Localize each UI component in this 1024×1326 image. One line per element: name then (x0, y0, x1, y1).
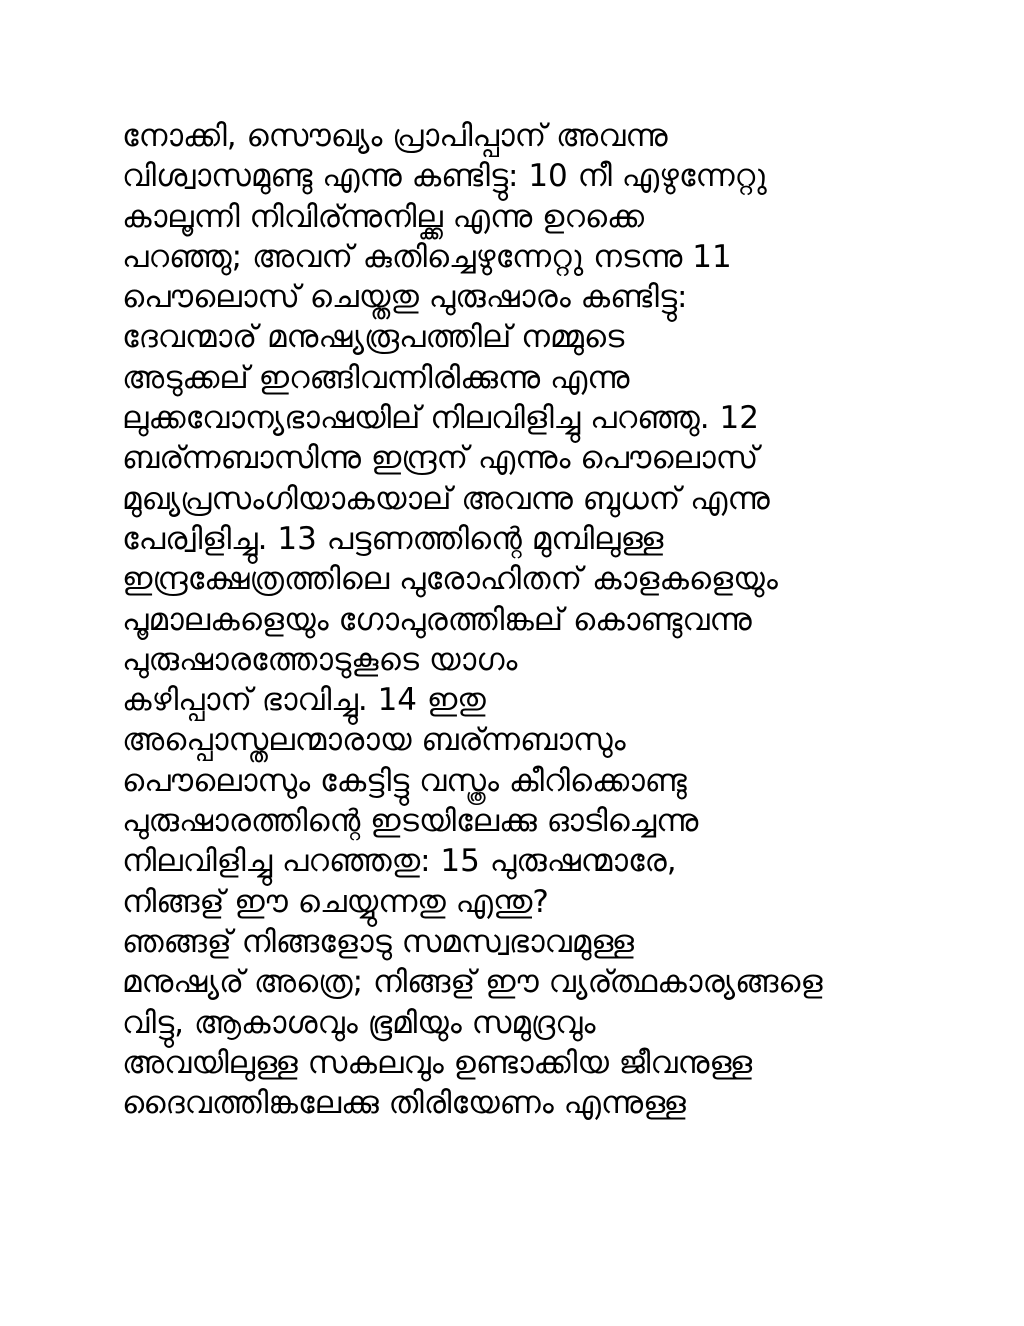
text-line: മനുഷ്യര് അത്രെ; നിങ്ങള് ഈ വ്യര്ത്ഥകാര്യങ്ങളെ (122, 964, 823, 1001)
text-line: പറഞ്ഞു; അവന് കുതിച്ചെഴുന്നേറ്റു നടന്നു 11 (122, 238, 732, 275)
text-line: പേര്വിളിച്ചു. 13 പട്ടണത്തിന്റെ മുമ്പിലുള്ള (122, 520, 664, 557)
text-line: നിങ്ങള് ഈ ചെയ്യുന്നതു എന്തു? (122, 883, 549, 920)
text-line: വിശ്വാസമുണ്ടു എന്നു കണ്ടിട്ടു: 10 നീ എഴുന്നേറ്റു (122, 158, 767, 195)
text-line: നോക്കി, സൌഖ്യം പ്രാപിപ്പാന് അവന്നു (122, 118, 668, 154)
text-line: വിട്ടു, ആകാശവും ഭൂമിയും സമുദ്രവും (122, 1004, 596, 1041)
text-line: ബര്ന്നബാസിന്നു ഇന്ദ്രന് എന്നും പൌലൊസ് (122, 440, 759, 477)
text-line: ദൈവത്തിങ്കലേക്കു തിരിയേണം എന്നുള്ള (122, 1085, 686, 1122)
text-line: പൌലൊസ് ചെയ്തതു പുരുഷാരം കണ്ടിട്ടു: (122, 279, 688, 316)
text-line: പുരുഷാരത്തിന്റെ ഇടയിലേക്കു ഓടിച്ചെന്നു (122, 803, 699, 840)
text-line: മുഖ്യപ്രസംഗിയാകയാല് അവന്നു ബുധന് എന്നു (122, 480, 770, 517)
text-line: കഴിപ്പാന് ഭാവിച്ചു. 14 ഇതു (122, 682, 486, 719)
text-line: അപ്പൊസ്തലന്മാരായ ബര്ന്നബാസും (122, 722, 626, 759)
text-line: കാലൂന്നി നിവിര്ന്നുനില്ക്ക എന്നു ഉറക്കെ (122, 198, 645, 235)
text-line: പൌലൊസും കേട്ടിട്ടു വസ്ത്രം കീറിക്കൊണ്ടു (122, 762, 687, 799)
text-line: ദേവന്മാര് മനുഷ്യരൂപത്തില് നമ്മുടെ (122, 319, 625, 356)
text-line: ഇന്ദ്രക്ഷേത്രത്തിലെ പുരോഹിതന് കാളകളെയും (122, 561, 778, 598)
text-line: പൂമാലകളെയും ഗോപുരത്തിങ്കല് കൊണ്ടുവന്നു (122, 601, 752, 638)
body-text (122, 116, 912, 1123)
text-line: ഞങ്ങള് നിങ്ങളോടു സമസ്വഭാവമുള്ള (122, 923, 634, 960)
text-line: ലുക്കവോന്യഭാഷയില് നിലവിളിച്ചു പറഞ്ഞു. 12 (122, 400, 759, 437)
text-line: അടുക്കല് ഇറങ്ങിവന്നിരിക്കുന്നു എന്നു (122, 359, 630, 396)
text-line: പുരുഷാരത്തോടുകൂടെ യാഗം (122, 641, 518, 678)
text-line: അവയിലുള്ള സകലവും ഉണ്ടാക്കിയ ജീവനുള്ള (122, 1044, 753, 1081)
text-line: നിലവിളിച്ചു പറഞ്ഞതു: 15 പുരുഷന്മാരേ, (122, 843, 677, 880)
